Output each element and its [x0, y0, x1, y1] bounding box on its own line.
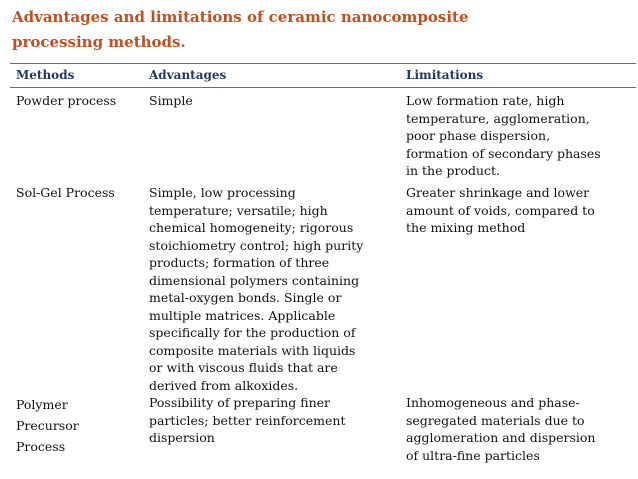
cell-line: agglomeration and dispersion [406, 430, 596, 445]
title-line: processing methods. [12, 33, 186, 51]
header-limitations: Limitations [406, 68, 484, 82]
advantages-cell [149, 394, 346, 447]
cell-line: metal-oxygen bonds. Single or [149, 290, 342, 305]
header-advantages: Advantages [149, 68, 227, 82]
cell-line: or with viscous fluids that are [149, 360, 338, 375]
cell-line: Process [16, 439, 66, 454]
cell-line: Greater shrinkage and lower [406, 185, 590, 200]
cell-line: Powder process [16, 93, 117, 108]
title-line: Advantages and limitations of ceramic nanocomposite [12, 8, 469, 26]
cell-line: Polymer [16, 397, 68, 412]
limitations-cell [406, 92, 601, 180]
cell-line: particles; better reinforcement [149, 412, 346, 428]
cell-line: specifically for the production of [149, 325, 356, 340]
cell-line: stoichiometry control; high purity [149, 237, 364, 253]
header-methods: Methods [16, 68, 75, 82]
cell-line: products; formation of three [149, 255, 330, 270]
cell-line: segregated materials due to [406, 412, 585, 428]
cell-line: Low formation rate, high [406, 93, 565, 108]
cell-line: poor phase dispersion, [406, 128, 551, 143]
cell-line: dimensional polymers containing [149, 272, 360, 288]
cell-line: formation of secondary phases [406, 145, 601, 161]
cell-line: temperature; versatile; high [149, 202, 328, 218]
cell-line: derived from alkoxides. [149, 377, 299, 393]
cell-line: dispersion [149, 430, 215, 445]
cell-line: multiple matrices. Applicable [149, 307, 336, 323]
cell-line: Precursor [16, 418, 79, 433]
cell-line: Simple [149, 93, 193, 108]
cell-line: amount of voids, compared to [406, 202, 595, 218]
cell-line: the mixing method [406, 220, 526, 235]
method-cell [16, 92, 116, 110]
cell-line: Inhomogeneous and phase- [406, 395, 580, 410]
limitations-cell [406, 184, 595, 237]
cell-line: chemical homogeneity; rigorous [149, 220, 354, 235]
cell-line: composite materials with liquids [149, 342, 356, 358]
slide-title [12, 5, 612, 55]
limitations-cell [406, 394, 595, 464]
advantages-cell [149, 184, 363, 394]
cell-line: temperature, agglomeration, [406, 110, 590, 126]
cell-line: Possibility of preparing finer [149, 395, 331, 410]
table-header-rule [10, 87, 636, 88]
cell-line: in the product. [406, 163, 501, 178]
cell-line: Sol-Gel Process [16, 185, 115, 200]
method-cell [16, 394, 79, 457]
table-top-rule [10, 63, 636, 64]
method-cell [16, 184, 115, 202]
cell-line: Simple, low processing [149, 185, 296, 200]
advantages-cell [149, 92, 193, 110]
cell-line: of ultra-fine particles [406, 447, 540, 463]
